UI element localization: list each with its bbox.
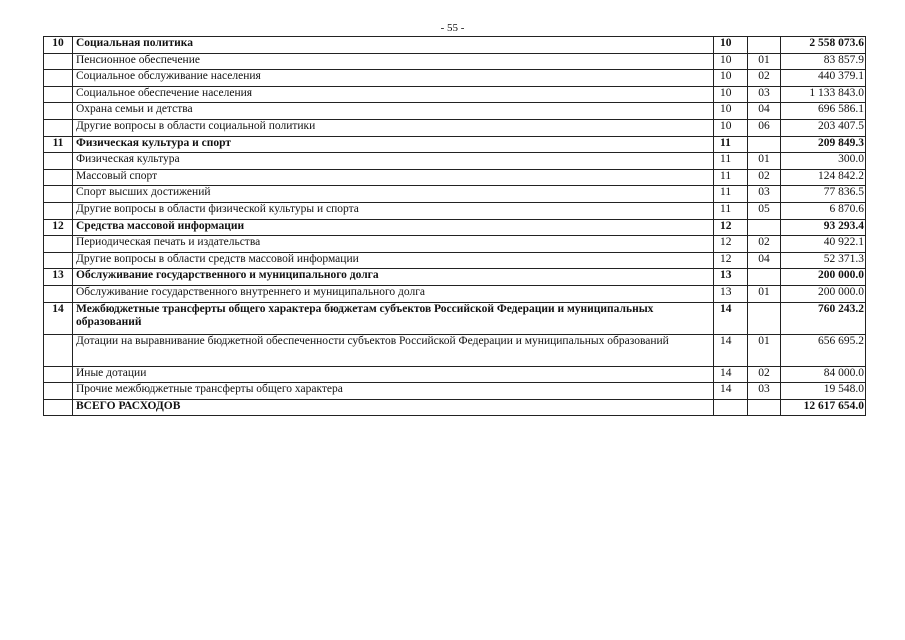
- row-amount: 203 407.5: [781, 119, 866, 136]
- row-number: 11: [44, 136, 73, 153]
- row-amount: 93 293.4: [781, 219, 866, 236]
- table-row: [44, 86, 866, 103]
- row-number: [44, 119, 73, 136]
- row-amount: 300.0: [781, 153, 866, 170]
- row-name: Массовый спорт: [73, 169, 714, 186]
- table-row: [44, 366, 866, 383]
- row-amount: 209 849.3: [781, 136, 866, 153]
- row-number: [44, 383, 73, 400]
- row-subsection-code: [748, 37, 781, 54]
- row-subsection-code: 03: [748, 86, 781, 103]
- row-number: [44, 86, 73, 103]
- row-section-code: 10: [714, 86, 748, 103]
- row-number: 12: [44, 219, 73, 236]
- row-number: 13: [44, 269, 73, 286]
- row-subsection-code: [748, 219, 781, 236]
- row-subsection-code: [748, 269, 781, 286]
- row-number: [44, 169, 73, 186]
- table-row: [44, 53, 866, 70]
- row-number: 14: [44, 302, 73, 334]
- row-amount: 83 857.9: [781, 53, 866, 70]
- row-name: Охрана семьи и детства: [73, 103, 714, 120]
- table-row: [44, 70, 866, 87]
- table-row-section-total: [44, 302, 866, 334]
- row-amount: 440 379.1: [781, 70, 866, 87]
- row-amount: 200 000.0: [781, 269, 866, 286]
- row-amount: 760 243.2: [781, 302, 866, 334]
- table-row: [44, 202, 866, 219]
- row-name: Социальное обеспечение населения: [73, 86, 714, 103]
- table-row-section-total: [44, 37, 866, 54]
- row-number: [44, 70, 73, 87]
- row-section-code: 14: [714, 302, 748, 334]
- row-name: Периодическая печать и издательства: [73, 236, 714, 253]
- row-section-code: 12: [714, 219, 748, 236]
- row-subsection-code: 04: [748, 252, 781, 269]
- row-section-code: 10: [714, 37, 748, 54]
- row-subsection-code: 02: [748, 169, 781, 186]
- row-name: Пенсионное обеспечение: [73, 53, 714, 70]
- row-name: Другие вопросы в области средств массовой информации: [73, 252, 714, 269]
- page-number: - 55 -: [440, 22, 465, 34]
- row-amount: 84 000.0: [781, 366, 866, 383]
- row-section-code: 10: [714, 70, 748, 87]
- row-amount: 6 870.6: [781, 202, 866, 219]
- row-name: Средства массовой информации: [73, 219, 714, 236]
- row-section-code: 11: [714, 186, 748, 203]
- row-amount: 19 548.0: [781, 383, 866, 400]
- row-number: [44, 186, 73, 203]
- row-section-code: [714, 399, 748, 416]
- table-row: [44, 383, 866, 400]
- table-row: [44, 334, 866, 366]
- row-section-code: 11: [714, 169, 748, 186]
- row-number: [44, 236, 73, 253]
- row-amount: 12 617 654.0: [781, 399, 866, 416]
- row-name: Другие вопросы в области социальной политики: [73, 119, 714, 136]
- row-section-code: 10: [714, 119, 748, 136]
- row-section-code: 12: [714, 236, 748, 253]
- row-subsection-code: 02: [748, 366, 781, 383]
- row-amount: 124 842.2: [781, 169, 866, 186]
- table-row: [44, 119, 866, 136]
- row-name: Социальное обслуживание населения: [73, 70, 714, 87]
- row-name: Обслуживание государственного и муниципального долга: [73, 269, 714, 286]
- row-section-code: 10: [714, 53, 748, 70]
- row-subsection-code: 01: [748, 53, 781, 70]
- row-amount: 656 695.2: [781, 334, 866, 366]
- row-subsection-code: [748, 302, 781, 334]
- row-subsection-code: 01: [748, 285, 781, 302]
- row-number: 10: [44, 37, 73, 54]
- row-subsection-code: 02: [748, 236, 781, 253]
- row-number: [44, 399, 73, 416]
- row-name: Дотации на выравнивание бюджетной обеспеченности субъектов Российской Федерации и муниципальных образований: [73, 334, 714, 366]
- row-subsection-code: 01: [748, 334, 781, 366]
- row-section-code: 10: [714, 103, 748, 120]
- row-section-code: 13: [714, 285, 748, 302]
- row-name: ВСЕГО РАСХОДОВ: [73, 399, 714, 416]
- row-name: Обслуживание государственного внутреннего и муниципального долга: [73, 285, 714, 302]
- row-name: Физическая культура: [73, 153, 714, 170]
- row-section-code: 12: [714, 252, 748, 269]
- row-name: Межбюджетные трансферты общего характера бюджетам субъектов Российской Федерации и муниципальных образований: [73, 302, 714, 334]
- table-row-section-total: [44, 399, 866, 416]
- row-number: [44, 103, 73, 120]
- row-subsection-code: 06: [748, 119, 781, 136]
- row-name: Спорт высших достижений: [73, 186, 714, 203]
- row-subsection-code: 04: [748, 103, 781, 120]
- row-subsection-code: 03: [748, 383, 781, 400]
- row-section-code: 11: [714, 202, 748, 219]
- table-row-section-total: [44, 136, 866, 153]
- row-number: [44, 202, 73, 219]
- row-number: [44, 252, 73, 269]
- table-row: [44, 153, 866, 170]
- budget-expenditure-table: [43, 36, 866, 416]
- row-section-code: 13: [714, 269, 748, 286]
- row-amount: 2 558 073.6: [781, 37, 866, 54]
- row-name: Физическая культура и спорт: [73, 136, 714, 153]
- row-section-code: 11: [714, 153, 748, 170]
- row-amount: 52 371.3: [781, 252, 866, 269]
- row-subsection-code: 05: [748, 202, 781, 219]
- row-number: [44, 153, 73, 170]
- table-row: [44, 285, 866, 302]
- row-number: [44, 53, 73, 70]
- row-section-code: 14: [714, 366, 748, 383]
- table-row: [44, 186, 866, 203]
- row-subsection-code: 01: [748, 153, 781, 170]
- table-row: [44, 252, 866, 269]
- row-section-code: 14: [714, 383, 748, 400]
- row-number: [44, 285, 73, 302]
- row-amount: 200 000.0: [781, 285, 866, 302]
- table-row: [44, 169, 866, 186]
- table-row: [44, 236, 866, 253]
- row-subsection-code: 03: [748, 186, 781, 203]
- row-amount: 1 133 843.0: [781, 86, 866, 103]
- row-name: Другие вопросы в области физической культуры и спорта: [73, 202, 714, 219]
- row-section-code: 11: [714, 136, 748, 153]
- row-amount: 77 836.5: [781, 186, 866, 203]
- row-amount: 696 586.1: [781, 103, 866, 120]
- row-name: Иные дотации: [73, 366, 714, 383]
- row-section-code: 14: [714, 334, 748, 366]
- row-number: [44, 366, 73, 383]
- row-subsection-code: [748, 399, 781, 416]
- row-number: [44, 334, 73, 366]
- row-subsection-code: [748, 136, 781, 153]
- table-row-section-total: [44, 269, 866, 286]
- row-subsection-code: 02: [748, 70, 781, 87]
- row-amount: 40 922.1: [781, 236, 866, 253]
- table-row-section-total: [44, 219, 866, 236]
- table-row: [44, 103, 866, 120]
- table-body: [44, 37, 866, 416]
- row-name: Социальная политика: [73, 37, 714, 54]
- row-name: Прочие межбюджетные трансферты общего характера: [73, 383, 714, 400]
